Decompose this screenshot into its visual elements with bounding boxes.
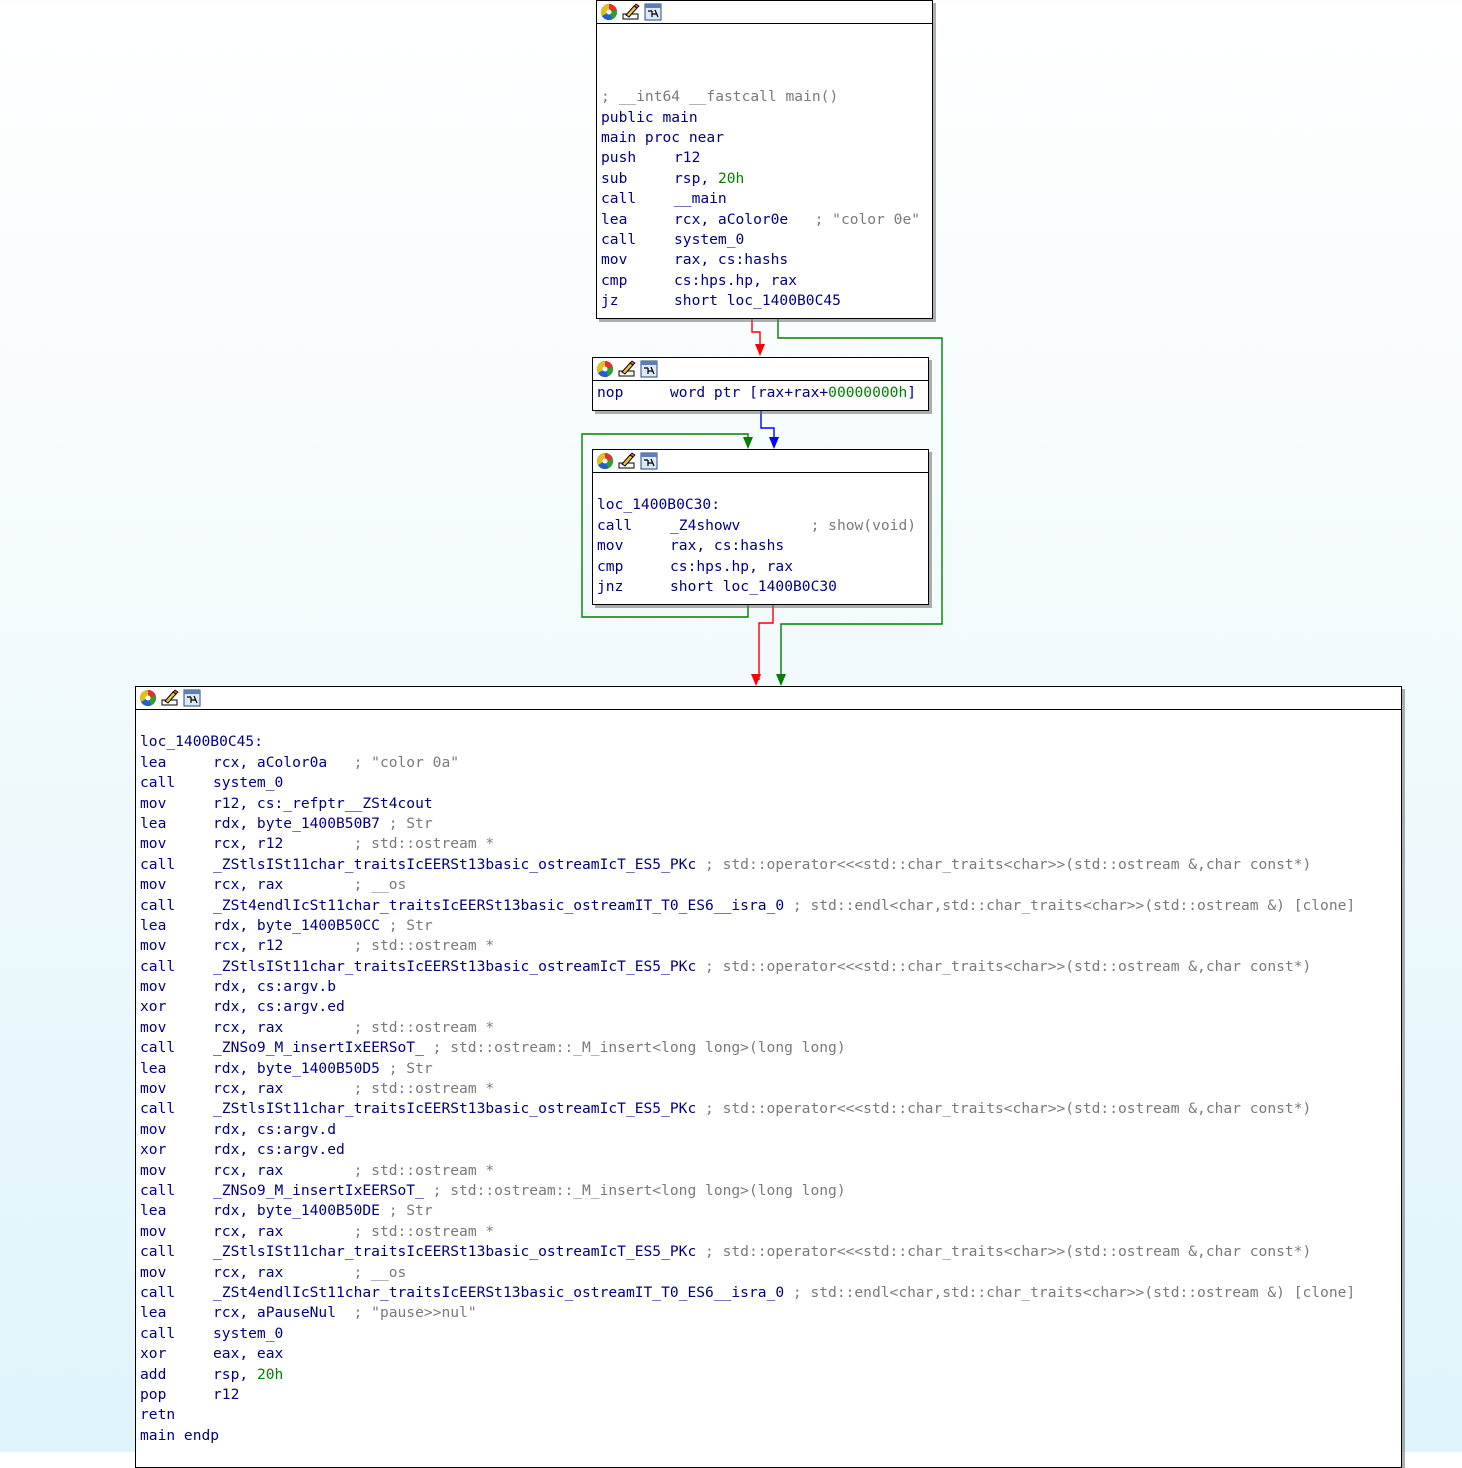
asm-line[interactable]	[140, 1385, 1401, 1405]
asm-line[interactable]	[597, 536, 928, 556]
asm-line[interactable]	[140, 1140, 1401, 1160]
asm-comment: ; std::operator<<<std::char_traits<char>>(std::ostream &,char const*)	[705, 1100, 1312, 1118]
asm-line[interactable]	[140, 855, 1401, 875]
asm-line[interactable]	[140, 1222, 1401, 1242]
asm-operand: rsp,	[674, 169, 718, 187]
arrow-b2-b3	[751, 674, 761, 686]
asm-comment: ; Str	[388, 1202, 433, 1220]
node-body	[593, 473, 928, 597]
asm-line[interactable]	[140, 1120, 1401, 1140]
asm-line[interactable]	[140, 1161, 1401, 1181]
asm-operand: rcx, rax	[213, 1222, 354, 1240]
asm-comment: ; "color 0e"	[814, 210, 921, 228]
asm-operand: r12	[674, 149, 701, 167]
asm-line[interactable]	[140, 977, 1401, 997]
asm-label: loc_1400B0C30:	[597, 496, 721, 514]
asm-mnemonic: call	[140, 1181, 176, 1199]
asm-operand: rcx, rax	[213, 1263, 354, 1281]
asm-comment: ; show(void)	[810, 516, 917, 534]
asm-mnemonic: mov	[140, 1161, 167, 1179]
asm-line[interactable]	[140, 1405, 1401, 1425]
asm-line[interactable]	[601, 291, 932, 311]
asm-comment: ; std::ostream *	[353, 1222, 495, 1240]
asm-comment: ; std::ostream *	[353, 1018, 495, 1036]
asm-mnemonic: mov	[601, 251, 628, 269]
asm-line[interactable]	[601, 271, 932, 291]
asm-operand: _ZNSo9_M_insertIxEERSoT_	[213, 1039, 433, 1057]
asm-operand: system_0	[213, 774, 284, 792]
asm-line[interactable]	[140, 1324, 1401, 1344]
asm-operand: rcx, rax	[213, 876, 354, 894]
edge-b0-b1	[752, 318, 760, 350]
asm-comment: ; std::ostream *	[353, 1161, 495, 1179]
asm-operand: system_0	[674, 230, 745, 248]
asm-operand: rcx, rax	[213, 1080, 354, 1098]
asm-line[interactable]	[140, 1059, 1401, 1079]
asm-comment: ; std::endl<char,std::char_traits<char>>(std::ostream &) [clone]	[792, 896, 1356, 914]
asm-operand: _Z4showv	[670, 516, 811, 534]
rename-node-icon[interactable]	[618, 360, 636, 378]
node-color-icon[interactable]	[139, 689, 157, 707]
asm-line[interactable]	[601, 189, 932, 209]
asm-mnemonic: lea	[140, 1202, 167, 1220]
asm-operand: rax, cs:hashs	[674, 251, 789, 269]
asm-operand: short loc_1400B0C30	[670, 577, 837, 595]
asm-operand: _ZStlsISt11char_traitsIcEERSt13basic_ostreamIcT_ES5_PKc	[213, 1243, 706, 1261]
asm-line[interactable]	[140, 1201, 1401, 1221]
asm-line[interactable]	[140, 916, 1401, 936]
asm-operand: rdx, cs:argv.b	[213, 978, 337, 996]
asm-mnemonic: jnz	[597, 577, 624, 595]
asm-line[interactable]	[597, 383, 928, 403]
node-header	[593, 358, 928, 381]
asm-comment: ; "color 0a"	[353, 753, 460, 771]
asm-line[interactable]	[140, 1099, 1401, 1119]
asm-mnemonic: call	[140, 855, 176, 873]
asm-operand: rcx, rax	[213, 1161, 354, 1179]
rename-node-icon[interactable]	[618, 452, 636, 470]
asm-mnemonic: call	[140, 774, 176, 792]
asm-operand: rsp,	[213, 1365, 257, 1383]
node-header	[136, 687, 1401, 710]
group-nodes-icon[interactable]	[640, 360, 658, 378]
asm-operand: _ZStlsISt11char_traitsIcEERSt13basic_ostreamIcT_ES5_PKc	[213, 957, 706, 975]
asm-mnemonic: mov	[140, 1080, 167, 1098]
asm-line[interactable]	[601, 230, 932, 250]
asm-label: loc_1400B0C45:	[140, 733, 264, 751]
asm-line[interactable]	[140, 834, 1401, 854]
asm-mnemonic: mov	[140, 1222, 167, 1240]
asm-line[interactable]	[140, 957, 1401, 977]
asm-line[interactable]	[140, 1263, 1401, 1283]
asm-operand: eax, eax	[213, 1345, 284, 1363]
asm-label: public main	[601, 108, 698, 126]
asm-mnemonic: call	[140, 1100, 176, 1118]
asm-comment: ; Str	[388, 1059, 433, 1077]
asm-mnemonic: pop	[140, 1385, 167, 1403]
asm-mnemonic: cmp	[597, 557, 624, 575]
asm-operand: short loc_1400B0C45	[674, 292, 841, 310]
asm-mnemonic: call	[601, 190, 637, 208]
asm-mnemonic: lea	[140, 916, 167, 934]
asm-operand: rcx, aPauseNul	[213, 1304, 354, 1322]
asm-line[interactable]	[601, 87, 932, 107]
asm-operand: word ptr [rax+rax+	[670, 384, 829, 401]
asm-label: main endp	[140, 1426, 220, 1444]
asm-operand: rcx, aColor0e	[674, 210, 815, 228]
asm-line[interactable]	[140, 1018, 1401, 1038]
asm-line[interactable]	[597, 557, 928, 577]
graph-node-main-entry[interactable]	[596, 0, 933, 319]
asm-immediate: 20h	[717, 169, 745, 187]
asm-operand: rdx, byte_1400B50CC	[213, 916, 389, 934]
node-color-icon[interactable]	[596, 452, 614, 470]
asm-line[interactable]	[597, 516, 928, 536]
asm-line[interactable]	[140, 997, 1401, 1017]
asm-mnemonic: sub	[601, 169, 628, 187]
asm-operand: __main	[674, 190, 727, 208]
asm-line[interactable]	[140, 794, 1401, 814]
asm-comment: ; std::operator<<<std::char_traits<char>>(std::ostream &,char const*)	[705, 957, 1312, 975]
asm-comment: ; std::operator<<<std::char_traits<char>>(std::ostream &,char const*)	[705, 1243, 1312, 1261]
asm-mnemonic: mov	[140, 835, 167, 853]
asm-mnemonic: mov	[140, 978, 167, 996]
asm-mnemonic: nop	[597, 384, 624, 401]
asm-mnemonic: lea	[601, 210, 628, 228]
asm-operand: _ZStlsISt11char_traitsIcEERSt13basic_ostreamIcT_ES5_PKc	[213, 1100, 706, 1118]
asm-comment: ; __os	[353, 876, 407, 894]
asm-mnemonic: lea	[140, 814, 167, 832]
asm-comment: ; std::ostream::_M_insert<long long>(long long)	[432, 1181, 846, 1199]
asm-line[interactable]	[601, 250, 932, 270]
asm-mnemonic: call	[601, 230, 637, 248]
asm-operand: rcx, aColor0a	[213, 753, 354, 771]
asm-mnemonic: mov	[597, 537, 624, 555]
asm-mnemonic: mov	[140, 1120, 167, 1138]
asm-line[interactable]	[601, 128, 932, 148]
edge-b1-b2	[761, 410, 774, 442]
node-color-icon[interactable]	[596, 360, 614, 378]
asm-operand: rcx, r12	[213, 835, 354, 853]
asm-line[interactable]	[140, 1038, 1401, 1058]
graph-node-loop[interactable]	[592, 449, 929, 605]
asm-line[interactable]	[601, 148, 932, 168]
asm-mnemonic: xor	[140, 1141, 167, 1159]
asm-comment: ; Str	[388, 916, 433, 934]
group-nodes-icon[interactable]	[644, 3, 662, 21]
node-body	[593, 381, 928, 403]
asm-line[interactable]	[140, 732, 1401, 752]
asm-comment: ; std::ostream *	[353, 937, 495, 955]
asm-comment: ; std::endl<char,std::char_traits<char>>(std::ostream &) [clone]	[792, 1283, 1356, 1301]
asm-mnemonic: call	[140, 1283, 176, 1301]
asm-mnemonic: push	[601, 149, 637, 167]
group-nodes-icon[interactable]	[183, 689, 201, 707]
asm-line[interactable]	[140, 1303, 1401, 1323]
asm-operand: rdx, byte_1400B50DE	[213, 1202, 389, 1220]
graph-node-nop[interactable]	[592, 357, 929, 411]
group-nodes-icon[interactable]	[640, 452, 658, 470]
asm-line[interactable]	[140, 1365, 1401, 1385]
arrow-b2-loop	[743, 437, 753, 449]
asm-line[interactable]	[140, 753, 1401, 773]
asm-operand: rax, cs:hashs	[670, 537, 785, 555]
node-header	[597, 1, 932, 24]
asm-comment: ; std::ostream::_M_insert<long long>(long long)	[432, 1039, 846, 1057]
asm-operand: r12	[213, 1385, 240, 1403]
asm-line[interactable]	[140, 1426, 1401, 1446]
asm-mnemonic: mov	[140, 937, 167, 955]
asm-operand: rdx, cs:argv.ed	[213, 1141, 345, 1159]
node-header	[593, 450, 928, 473]
asm-line[interactable]	[597, 495, 928, 515]
asm-line[interactable]	[140, 896, 1401, 916]
asm-line[interactable]	[140, 1283, 1401, 1303]
asm-mnemonic: call	[140, 1324, 176, 1342]
asm-comment: ; Str	[388, 814, 433, 832]
graph-node-loc-1400B0C45[interactable]	[135, 686, 1402, 1468]
asm-comment: ; std::ostream *	[353, 835, 495, 853]
asm-mnemonic: call	[140, 1039, 176, 1057]
asm-mnemonic: call	[140, 957, 176, 975]
asm-line[interactable]	[140, 1242, 1401, 1262]
asm-mnemonic: xor	[140, 1345, 167, 1363]
asm-comment: ; __int64 __fastcall main()	[601, 88, 839, 106]
asm-label: main proc near	[601, 128, 725, 146]
asm-mnemonic: jz	[601, 292, 619, 310]
asm-operand: _ZSt4endlIcSt11char_traitsIcEERSt13basic_ostreamIT_T0_ES6__isra_0	[213, 1283, 793, 1301]
asm-operand: rdx, cs:argv.ed	[213, 998, 345, 1016]
asm-operand: cs:hps.hp, rax	[674, 271, 798, 289]
asm-comment: ; std::operator<<<std::char_traits<char>>(std::ostream &,char const*)	[705, 855, 1312, 873]
asm-operand: rdx, byte_1400B50D5	[213, 1059, 389, 1077]
asm-line[interactable]	[601, 108, 932, 128]
asm-operand: rdx, byte_1400B50B7	[213, 814, 389, 832]
asm-line[interactable]	[140, 814, 1401, 834]
asm-immediate: 20h	[256, 1365, 284, 1383]
asm-line[interactable]	[140, 1181, 1401, 1201]
asm-line[interactable]	[140, 1079, 1401, 1099]
asm-operand: r12, cs:_refptr__ZSt4cout	[213, 794, 433, 812]
asm-mnemonic: cmp	[601, 271, 628, 289]
asm-operand: cs:hps.hp, rax	[670, 557, 794, 575]
asm-mnemonic: lea	[140, 753, 167, 771]
asm-operand: rdx, cs:argv.d	[213, 1120, 337, 1138]
asm-comment: ; std::ostream *	[353, 1080, 495, 1098]
edge-b2-b3	[759, 604, 773, 680]
asm-operand: rcx, r12	[213, 937, 354, 955]
asm-mnemonic: xor	[140, 998, 167, 1016]
asm-operand: ]	[907, 384, 917, 401]
asm-line[interactable]	[140, 875, 1401, 895]
node-color-icon[interactable]	[600, 3, 618, 21]
asm-immediate: 00000000h	[828, 384, 908, 401]
asm-line[interactable]	[601, 169, 932, 189]
asm-mnemonic: mov	[140, 1263, 167, 1281]
arrow-b0-b1	[755, 344, 765, 356]
asm-line[interactable]	[140, 1344, 1401, 1364]
asm-comment: ; "pause>>nul"	[353, 1304, 477, 1322]
asm-mnemonic: mov	[140, 876, 167, 894]
node-body	[597, 24, 932, 311]
asm-line[interactable]	[140, 773, 1401, 793]
rename-node-icon[interactable]	[161, 689, 179, 707]
asm-mnemonic: call	[140, 1243, 176, 1261]
asm-mnemonic: mov	[140, 794, 167, 812]
asm-line[interactable]	[140, 936, 1401, 956]
asm-operand: _ZNSo9_M_insertIxEERSoT_	[213, 1181, 433, 1199]
asm-mnemonic: mov	[140, 1018, 167, 1036]
asm-operand: _ZSt4endlIcSt11char_traitsIcEERSt13basic_ostreamIT_T0_ES6__isra_0	[213, 896, 793, 914]
asm-operand: system_0	[213, 1324, 284, 1342]
asm-mnemonic: lea	[140, 1304, 167, 1322]
asm-operand: _ZStlsISt11char_traitsIcEERSt13basic_ostreamIcT_ES5_PKc	[213, 855, 706, 873]
asm-line[interactable]	[597, 577, 928, 597]
asm-mnemonic: call	[140, 896, 176, 914]
asm-line[interactable]	[601, 210, 932, 230]
asm-label: retn	[140, 1406, 176, 1424]
asm-operand: rcx, rax	[213, 1018, 354, 1036]
arrow-b0-b3	[776, 674, 786, 686]
asm-mnemonic: lea	[140, 1059, 167, 1077]
arrow-b1-b2	[769, 437, 779, 449]
rename-node-icon[interactable]	[622, 3, 640, 21]
asm-mnemonic: call	[597, 516, 633, 534]
node-body	[136, 710, 1401, 1446]
asm-mnemonic: add	[140, 1365, 167, 1383]
asm-comment: ; __os	[353, 1263, 407, 1281]
